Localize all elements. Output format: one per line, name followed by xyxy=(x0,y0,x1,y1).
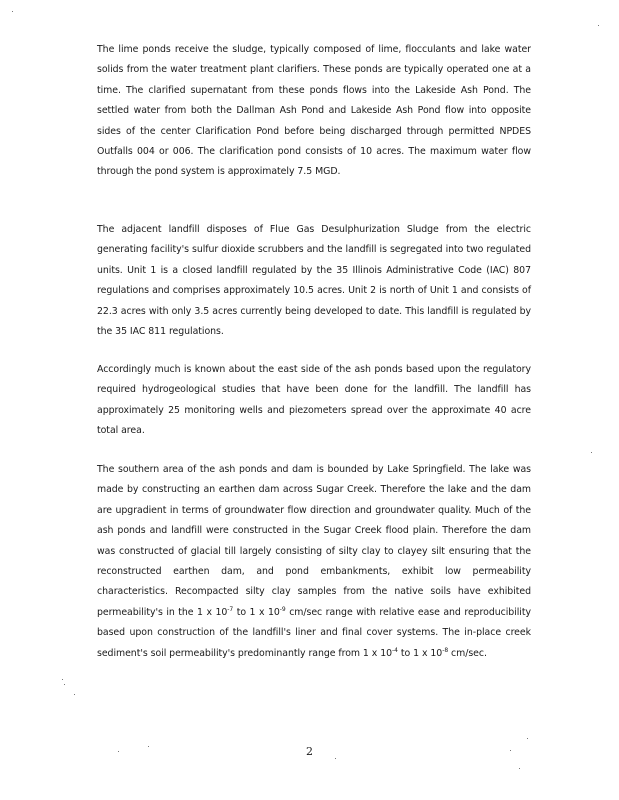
page-number: 2 xyxy=(306,745,313,758)
paragraph-text: to 1 x 10 xyxy=(233,606,280,618)
paragraph-landfill: The adjacent landfill disposes of Flue Gas Desulphurization Sludge from the electric generating facility's sulfur dioxide scrubbers and the landfill is segregated into two regulated units. Unit 1 is a closed landfill regulated by the 35 Illinois Administrative Code (IAC) 807 regulations and comprises approximately 10.5 acres. Unit 2 is north of Unit 1 and consists of 22.3 acres with only 3.5 acres currently being developed to date. This landfill is regulated by the 35 IAC 811 regulations. xyxy=(97,224,531,338)
exponent: -4 xyxy=(392,646,398,654)
exponent: -7 xyxy=(227,605,234,613)
paragraph-text: The southern area of the ash ponds and dam is bounded by Lake Springfield. The lake was made by constructing an earthen dam across Sugar Creek. Therefore the lake and the dam are upgradient in terms of groundwater flow direction and groundwater quality. Much of the ash ponds and landfill were constructed in the Sugar Creek flood plain. Therefore the dam was constructed of glacial till largely consisting of silty clay to clayey silt ensuring that the reconstructed earthen dam, and pond embankments, exhibit low permeability characteristics. Recompacted silty clay samples from the native soils have exhibited permeability's in the 1 x 10 xyxy=(97,464,531,618)
paragraph-southern-area xyxy=(97,460,531,664)
paragraph-text: cm/sec. xyxy=(448,647,487,659)
paragraph-text: cm/sec range with relative ease and reproducibility based upon construction of the landfill's liner and final cover systems. The in-place creek sediment's soil permeability's predominantly range from 1 x 10 xyxy=(97,606,531,659)
scan-speck xyxy=(527,738,528,739)
scan-speck xyxy=(74,694,75,695)
paragraph-lime-ponds: The lime ponds receive the sludge, typically composed of lime, flocculants and lake water solids from the water treatment plant clarifiers. These ponds are typically operated one at a time. The clarified supernatant from these ponds flows into the Lakeside Ash Pond. The settled water from both the Dallman Ash Pond and Lakeside Ash Pond flow into opposite sides of the center Clarification Pond before being discharged through permitted NPDES Outfalls 004 or 006. The clarification pond consists of 10 acres. The maximum water flow through the pond system is approximately 7.5 MGD. xyxy=(97,44,531,178)
scan-speck xyxy=(12,11,13,12)
scan-speck xyxy=(519,768,520,769)
scan-speck xyxy=(62,679,63,680)
exponent: -9 xyxy=(279,605,286,613)
scan-speck xyxy=(335,758,336,759)
scan-speck xyxy=(148,746,149,747)
paragraph-east-side: Accordingly much is known about the east side of the ash ponds based upon the regulatory required hydrogeological studies that have been done for the landfill. The landfill has approximately 25 monitoring wells and piezometers spread over the approximate 40 acre total area. xyxy=(97,364,531,437)
scan-speck xyxy=(510,750,511,751)
scan-speck xyxy=(591,452,592,453)
scan-speck xyxy=(118,751,119,752)
exponent: -8 xyxy=(442,646,449,654)
paragraph-text: to 1 x 10 xyxy=(397,647,443,659)
scan-speck xyxy=(64,684,65,685)
scan-speck xyxy=(598,25,599,26)
